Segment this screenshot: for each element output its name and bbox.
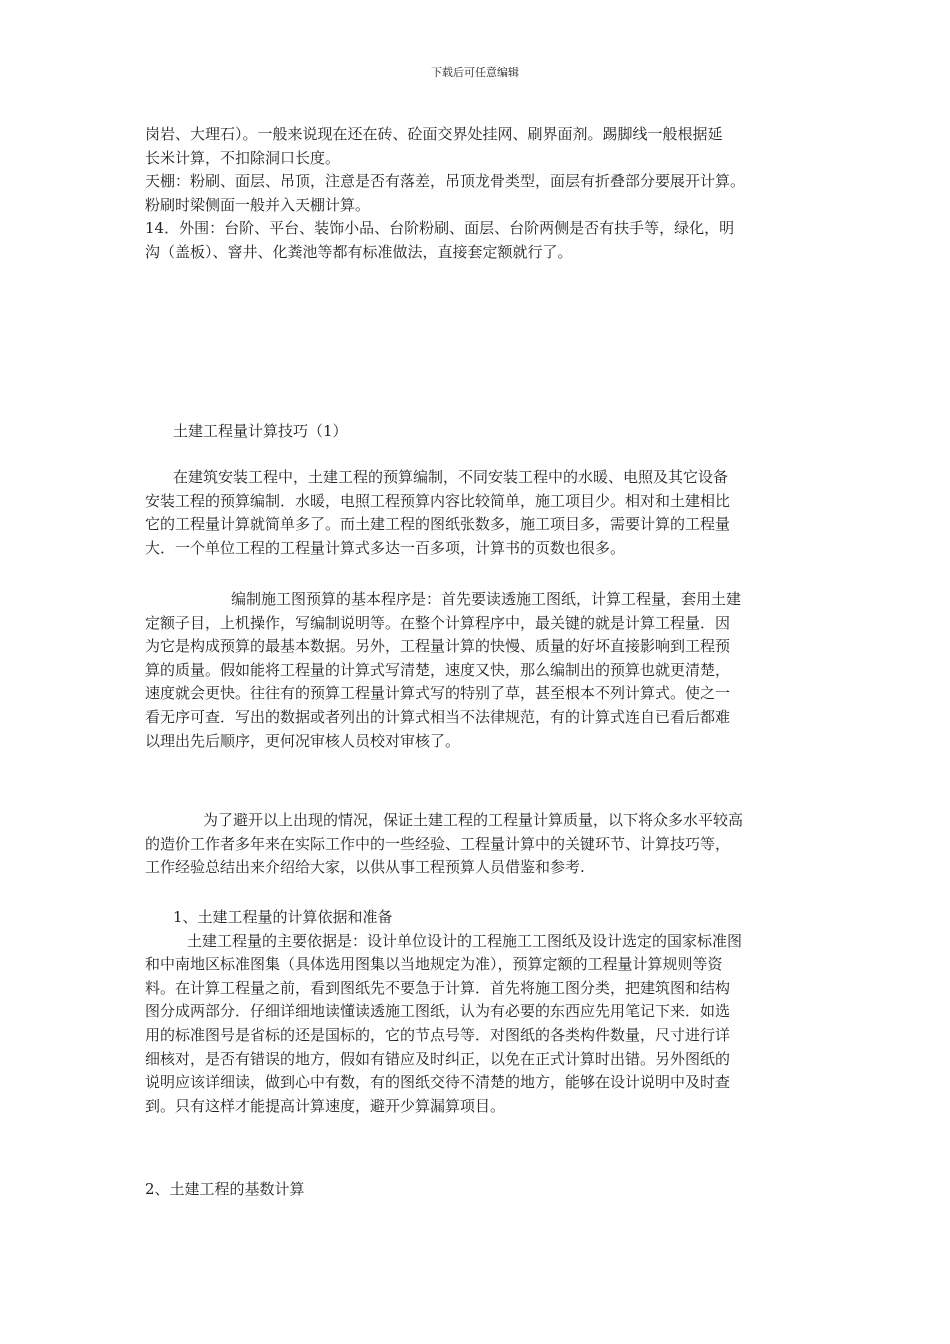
- paragraph-line: 长米计算，不扣除洞口长度。: [145, 148, 341, 167]
- section-1: [145, 906, 805, 1118]
- paragraph-line: 看无序可查．写出的数据或者列出的计算式相当不法律规范，有的计算式连自已看后都难: [145, 707, 731, 726]
- purpose-paragraph: [145, 809, 805, 880]
- paragraph-line: 它的工程量计算就简单多了。而土建工程的图纸张数多，施工项目多，需要计算的工程量: [145, 515, 731, 534]
- paragraph-line: 粉刷时梁侧面一般并入天棚计算。: [145, 195, 371, 214]
- intro-paragraph: [145, 466, 805, 560]
- paragraph-line: 大．一个单位工程的工程量计算式多达一百多项，计算书的页数也很多。: [145, 538, 626, 557]
- page-header: 下载后可任意编辑: [431, 66, 519, 79]
- paragraph-line: 天棚：粉刷、面层、吊顶，注意是否有落差，吊顶龙骨类型，面层有折叠部分要展开计算。: [145, 172, 746, 191]
- section-heading: 1、土建工程量的计算依据和准备: [173, 908, 393, 926]
- procedure-paragraph: [145, 588, 805, 753]
- paragraph-line: 图分成两部分．仔细详细地读懂读透施工图纸，认为有必要的东西应先用笔记下来．如选: [145, 1002, 731, 1021]
- paragraph-line: 定额子目，上机操作，写编制说明等。在整个计算程序中，最关键的就是计算工程量．因: [145, 613, 731, 632]
- paragraph-line: 说明应该详细读，做到心中有数，有的图纸交待不清楚的地方，能够在设计说明中及时查: [145, 1073, 731, 1092]
- paragraph-line: 岗岩、大理石）。一般来说现在还在砖、砼面交界处挂网、刷界面剂。踢脚线一般根据延: [145, 125, 723, 143]
- paragraph-line: 细核对，是否有错误的地方，假如有错应及时纠正，以免在正式计算时出错。另外图纸的: [145, 1049, 731, 1068]
- paragraph-line: 工作经验总结出来介绍给大家，以供从事工程预算人员借鉴和参考.: [145, 858, 585, 877]
- paragraph-line: 编制施工图预算的基本程序是：首先要读透施工图纸，计算工程量，套用土建: [231, 590, 742, 608]
- paragraph-line: 安装工程的预算编制．水暖，电照工程预算内容比较简单，施工项目少。相对和土建相比: [145, 491, 731, 510]
- paragraph-line: 到。只有这样才能提高计算速度，避开少算漏算项目。: [145, 1096, 506, 1115]
- paragraph-line: 的造价工作者多年来在实际工作中的一些经验、工程量计算中的关键环节、计算技巧等，: [145, 834, 731, 853]
- paragraph-line: 和中南地区标准图集（具体选用图集以当地规定为准），预算定额的工程量计算规则等资: [145, 955, 723, 974]
- section-2-heading: 2、土建工程的基数计算: [145, 1180, 305, 1198]
- paragraph-line: 以理出先后顺序，更何况审核人员校对审核了。: [145, 731, 461, 750]
- paragraph-line: 算的质量。假如能将工程量的计算式写清楚，速度又快，那么编制出的预算也就更清楚，: [145, 660, 731, 679]
- paragraph-line: 土建工程量的主要依据是：设计单位设计的工程施工工图纸及设计选定的国家标准图: [187, 931, 743, 950]
- paragraph-line: 速度就会更快。往往有的预算工程量计算式写的特别了草，甚至根本不列计算式。使之一: [145, 684, 731, 703]
- paragraph-line: 14．外围：台阶、平台、装饰小品、台阶粉刷、面层、台阶两侧是否有扶手等，绿化，明: [145, 219, 735, 238]
- paragraph-line: 为了避开以上出现的情况，保证土建工程的工程量计算质量，以下将众多水平较高: [203, 811, 744, 829]
- paragraph-line: 料。在计算工程量之前，看到图纸先不要急于计算．首先将施工图分类，把建筑图和结构: [145, 978, 731, 997]
- continuation-paragraph: [145, 123, 805, 265]
- paragraph-line: 为它是构成预算的最基本数据。另外，工程量计算的快慢、质量的好坏直接影响到工程预: [145, 637, 731, 656]
- article-title: 土建工程量计算技巧（1）: [173, 422, 348, 440]
- paragraph-line: 用的标准图号是省标的还是国标的，它的节点号等．对图纸的各类构件数量，尺寸进行详: [145, 1025, 731, 1044]
- paragraph-line: 在建筑安装工程中，土建工程的预算编制，不同安装工程中的水暖、电照及其它设备: [173, 468, 729, 486]
- paragraph-line: 沟（盖板）、窨井、化粪池等都有标准做法，直接套定额就行了。: [145, 242, 573, 261]
